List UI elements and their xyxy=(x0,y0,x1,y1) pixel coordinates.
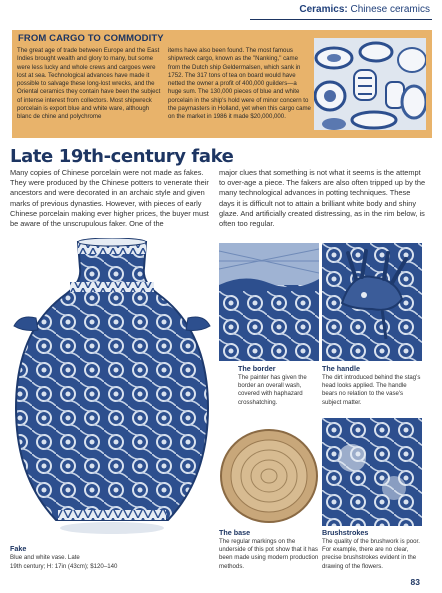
brushstrokes-illustration xyxy=(322,418,422,526)
porcelain-pile-illustration xyxy=(314,38,426,130)
base-detail-photo xyxy=(219,418,319,526)
handle-caption-title: The handle xyxy=(322,364,360,373)
section-header xyxy=(0,4,430,15)
handle-detail-photo xyxy=(322,243,422,361)
border-caption-title: The border xyxy=(238,364,276,373)
page-number: 83 xyxy=(410,577,420,587)
handle-caption-text: The dirt introduced behind the stag's head looks applied. The handle bears no relation to the vase's subject matter. xyxy=(322,374,421,406)
header-rule xyxy=(250,19,432,20)
border-illustration xyxy=(219,243,319,361)
main-caption-line-2: 19th century; H: 17in (43cm); $120–140 xyxy=(10,563,118,570)
vase-illustration xyxy=(8,238,216,538)
article-col-2: major clues that something is not what it seems is the attempt to over-age a piece. The fakers are also often tripped up by the many technological advances in potting techniques. These days it is difficult not to attain a brilliant white body and shiny glaze. And artificially created distressing, as in the rim below, is often too regular. xyxy=(219,168,426,229)
section-name: Ceramics: xyxy=(299,4,348,15)
border-caption-text: The painter has given the border an overall wash, covered with haphazard crosshatching. xyxy=(238,374,307,406)
brushstrokes-caption-text: The quality of the brushwork is poor. For example, there are no clear, precise brushstrokes evident in the drawing of the flowers. xyxy=(322,538,420,570)
article-title: Late 19th-century fake xyxy=(10,146,234,167)
brushstrokes-detail-photo xyxy=(322,418,422,526)
main-caption-line-1: Blue and white vase. Late xyxy=(10,554,80,561)
brushstrokes-caption-title: Brushstrokes xyxy=(322,528,369,537)
base-illustration xyxy=(219,418,319,526)
base-caption-title: The base xyxy=(219,528,251,537)
subsection-name: Chinese ceramics xyxy=(350,4,430,15)
shipwreck-porcelain-photo xyxy=(314,38,426,130)
base-caption-text: The regular markings on the underside of this pot show that it has been made using modern production methods. xyxy=(219,538,319,570)
fake-vase-photo xyxy=(8,238,216,538)
main-caption-title: Fake xyxy=(10,544,27,553)
feature-box-title: FROM CARGO TO COMMODITY xyxy=(18,33,164,44)
stag-handle-illustration xyxy=(322,243,422,361)
feature-box-col-1: The great age of trade between Europe and the East Indies brought wealth and glory to many, but some were less lucky and whole crews and cargoes were lost at sea. Technological advances have made it possible to salvage these long-lost wrecks, and the Oriental ceramics they contain have been the subject of intense interest from collectors. Most shipwreck porcelain is export blue and white ware, although blanc de chine and polychrome xyxy=(17,47,161,121)
border-detail-photo xyxy=(219,243,319,361)
feature-box-col-2: items have also been found. The most famous shipwreck cargo, known as the "Nanking," came from the Dutch ship Geldermalsen, which sank in 1752. The 317 tons of tea on board would have netted the owner a profit of 400,000 guilders—a huge sum. The 130,000 pieces of blue and white porcelain in the ship's hold were of minor concern to the paymasters in Holland, yet when this cargo came on the market in 1986 it made $20,000,000. xyxy=(168,47,311,121)
article-col-1: Many copies of Chinese porcelain were not made as fakes. They were produced by the Chinese potters to venerate their ancestors and were decorated in an archaic style and given marks of previous dynasties. However, with pieces of early Chinese porcelain making ever higher prices, the buyer must be aware of the unscrupulous faker. One of the xyxy=(10,168,209,229)
